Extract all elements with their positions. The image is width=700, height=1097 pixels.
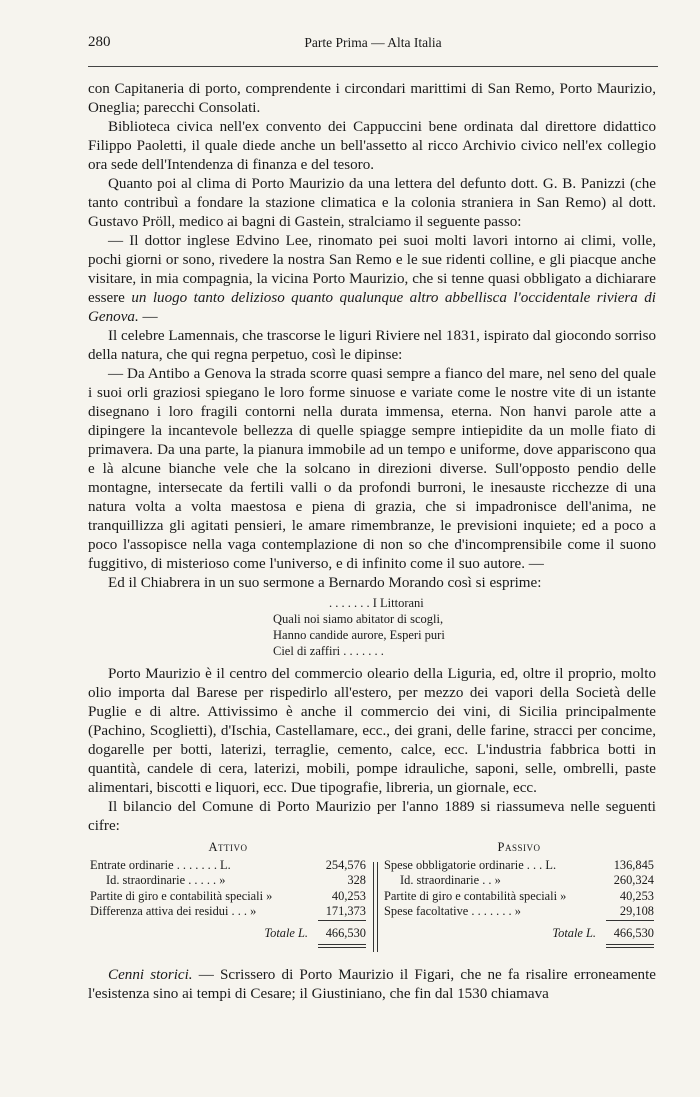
verse-line: . . . . . . . I Littorani — [329, 596, 424, 610]
paragraph-text: — Scrissero di Porto Maurizio il Figari, che ne fa risalire erroneamente l'esistenza sino ai tempi di Cesare; il Giustiniano, che fin dal 1530 chiamava — [88, 967, 656, 1002]
table-row — [384, 904, 654, 920]
passivo-heading: Passivo — [497, 840, 541, 854]
quote-text: — Il dottor inglese Edvino Lee, rinomato pei suoi molti lavori intorno ai climi, volle, pochi giorni or sono, rivedere la nostra San Remo e le sue ridenti colline, e gli piacque anche visitare, in mia compagnia, la vicina Porto Maurizio, che si tenne quasi obbligato a dichiarare essere — [88, 233, 656, 306]
table-row — [90, 889, 366, 905]
total-label: Totale L. — [552, 925, 596, 940]
page-header — [88, 34, 658, 54]
paragraph: Ed il Chiabrera in un suo sermone a Bernardo Morando così si esprime: — [108, 575, 542, 591]
table-row — [90, 873, 366, 889]
row-amount: 40,253 — [331, 888, 366, 903]
verse-line: Quali noi siamo abitator di scogli, — [273, 612, 444, 626]
quote-italic: un luogo tanto delizioso quanto qualunque altro abbellisca l'occidentale riviera di Genova. — [88, 290, 657, 325]
verse-line: Ciel di zaffiri . . . . . . . — [273, 644, 384, 658]
table-row — [384, 858, 654, 874]
paragraph: Il bilancio del Comune di Porto Maurizio per l'anno 1889 si riassumeva nelle seguenti cifre: — [88, 799, 656, 834]
row-amount: 171,373 — [325, 904, 366, 918]
sum-rule — [606, 920, 654, 921]
total-amount: 466,530 — [325, 925, 366, 940]
paragraph: Quanto poi al clima di Porto Maurizio da una lettera del defunto dott. G. B. Panizzi (che tanto contribuì a fondare la stazione climatica e la colonia straniera in San Remo) al dott. Gustavo Pröll, medico ai bagni di Gastein, stralciamo il seguente passo: — [88, 176, 656, 230]
passivo-column — [384, 840, 654, 944]
attivo-column — [90, 840, 366, 944]
table-row — [384, 873, 654, 889]
row-label: Differenza attiva dei residui . . . » — [90, 904, 257, 918]
table-row — [90, 904, 366, 920]
column-divider — [373, 862, 378, 952]
total-amount: 466,530 — [613, 925, 654, 940]
running-title: Parte Prima — Alta Italia — [304, 35, 442, 50]
row-label: Spese obbligatorie ordinarie . . . L. — [384, 857, 557, 872]
table-row — [384, 889, 654, 905]
total-double-rule — [318, 944, 366, 948]
page-number: 280 — [88, 34, 111, 50]
row-amount: 29,108 — [619, 904, 654, 918]
quote-end: — — [138, 309, 158, 325]
row-amount: 254,576 — [325, 857, 366, 872]
row-label: Partite di giro e contabilità speciali » — [384, 888, 567, 903]
row-amount: 260,324 — [613, 873, 654, 887]
row-label: Id. straordinarie . . . . . » — [106, 873, 226, 887]
row-label: Partite di giro e contabilità speciali » — [90, 888, 273, 903]
verse-line: Hanno candide aurore, Esperi puri — [273, 628, 445, 642]
header-rule — [88, 66, 658, 67]
total-label: Totale L. — [264, 925, 308, 940]
paragraph: Porto Maurizio è il centro del commercio oleario della Liguria, ed, oltre il proprio, molto olio importa dal Barese per rispedirlo all'estero, per mezzo dei vapori della Società delle Puglie e di altre. Attivissimo è anche il commercio dei vini, di Sicilia principalmente (Pachino, Scoglietti), d'Ischia, Castellamare, ecc., dei grani, delle farine, stracci per concime, dogarelle per botti, laterizi, terraglie, cemento, calce, ecc. L'industria fabbrica botti in quantità, candele di cera, laterizi, mobili, pompe idrauliche, saponi, selle, ombrelli, paste alimentari, biscotti e liquori, ecc. Due tipografie, libreria, un giornale, ecc. — [88, 666, 656, 796]
total-row — [384, 926, 654, 944]
budget-table — [88, 840, 656, 952]
quoted-paragraph — [88, 232, 656, 327]
sum-rule — [318, 920, 366, 921]
verse-quotation — [273, 595, 656, 659]
section-title: Cenni storici. — [108, 967, 193, 983]
total-row — [90, 926, 366, 944]
table-row — [90, 858, 366, 874]
row-label: Spese facoltative . . . . . . . » — [384, 904, 521, 918]
total-double-rule — [606, 944, 654, 948]
quoted-paragraph: — Da Antibo a Genova la strada scorre quasi sempre a fianco del mare, nel seno del quale i suoi orli graziosi spiegano le loro forme sinuose e variate come le nostre vite di un istante disegnano i loro fragili contorni nella durata immensa, eterna. Non hanvi parole atte a dipingere la incantevole bellezza di quelle spiagge sempre intiepidite da un molle fiato di primavera. Da una parte, la pianura immobile ad un tempo e uniforme, dove appariscono qua e là alcune bianche vele che la solcano in direzioni diverse. Sull'opposto pendio delle montagne, intersecate da fertili valli o da profondi burroni, le inesauste ricchezze di una natura volta a volta maestosa e piena di grazia, che si impadronisce dell'anima, ne tranquillizza gli agitati pensieri, le amare rimembranze, le previsioni inquiete; ed a poco a poco l'assopisce nella vaga contemplazione di non so che d'incomprensibile come il suono fuggitivo, di misterioso come l'universo, e di infinito come il suo autore. — — [88, 366, 656, 572]
paragraph: con Capitaneria di porto, comprendente i circondari marittimi di San Remo, Porto Maurizio, Oneglia; parecchi Consolati. — [88, 81, 656, 116]
paragraph: Biblioteca civica nell'ex convento dei Cappuccini bene ordinata dal direttore didattico Filippo Paoletti, il quale diede anche un bell'assetto al ricco Archivio civico nell'ex collegio ora sede dell'Intendenza di finanza e del tesoro. — [88, 119, 656, 173]
page-body — [88, 80, 656, 1004]
paragraph — [88, 966, 656, 1004]
paragraph: Il celebre Lamennais, che trascorse le liguri Riviere nel 1831, ispirato dal giocondo sorriso della natura, che qui regna perpetuo, così le dipinse: — [88, 328, 656, 363]
row-amount: 328 — [347, 873, 366, 887]
row-amount: 40,253 — [619, 888, 654, 903]
row-amount: 136,845 — [613, 857, 654, 872]
attivo-heading: Attivo — [208, 840, 248, 854]
row-label: Id. straordinarie . . » — [400, 873, 501, 887]
row-label: Entrate ordinarie . . . . . . . L. — [90, 857, 231, 872]
